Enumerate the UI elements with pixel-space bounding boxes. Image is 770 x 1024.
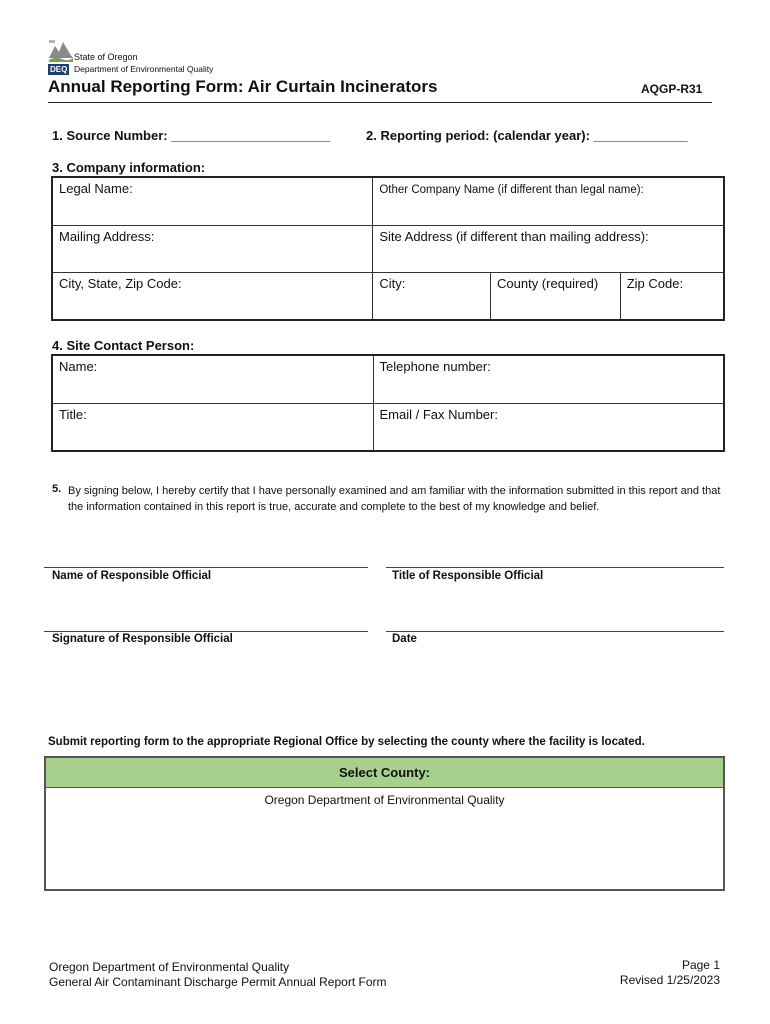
contact-title-field[interactable]: Title: xyxy=(52,403,373,451)
email-fax-field[interactable]: Email / Fax Number: xyxy=(373,403,724,451)
certification-number: 5. xyxy=(52,483,62,495)
page-number: Page 1 xyxy=(681,958,720,972)
submit-instructions: Submit reporting form to the appropriate Regional Office by selecting the county where the facility is located. xyxy=(48,736,645,748)
other-company-name-field[interactable] xyxy=(373,177,724,225)
logo-state-text: State of Oregon xyxy=(74,52,138,62)
reporting-period-field[interactable]: 2. Reporting period: (calendar year): _____________ xyxy=(366,128,688,143)
footer-form-name: General Air Contaminant Discharge Permit Annual Report Form xyxy=(49,975,387,989)
footer-left xyxy=(49,960,386,990)
logo-department-text: Department of Environmental Quality xyxy=(74,64,214,74)
form-id: AQGP-R31 xyxy=(641,82,703,96)
legal-name-field[interactable]: Legal Name: xyxy=(52,177,373,225)
zip-code-field[interactable]: Zip Code: xyxy=(620,272,724,320)
signature-line[interactable] xyxy=(44,631,368,632)
contact-name-field[interactable]: Name: xyxy=(52,355,373,403)
other-company-name-label: Other Company Name (if different than legal name): xyxy=(379,184,644,196)
title-of-official-label: Title of Responsible Official xyxy=(392,570,544,582)
name-of-official-label: Name of Responsible Official xyxy=(52,570,212,582)
site-address-field[interactable]: Site Address (if different than mailing address): xyxy=(373,225,724,272)
deq-logo xyxy=(48,38,248,78)
footer-right xyxy=(620,958,720,988)
logo-deq-badge: DEQ xyxy=(50,65,68,74)
title-signature-line[interactable] xyxy=(386,567,724,568)
form-title: Annual Reporting Form: Air Curtain Incinerators xyxy=(48,77,438,96)
county-dropdown[interactable]: Oregon Department of Environmental Quality xyxy=(46,792,723,808)
source-number-field[interactable]: 1. Source Number: ______________________ xyxy=(52,128,331,143)
date-label: Date xyxy=(392,633,417,645)
telephone-field[interactable]: Telephone number: xyxy=(373,355,724,403)
title-divider xyxy=(48,102,712,103)
name-signature-line[interactable] xyxy=(44,567,368,568)
signature-of-official-label: Signature of Responsible Official xyxy=(52,633,233,645)
revision-date: Revised 1/25/2023 xyxy=(619,973,720,987)
select-county-box xyxy=(44,756,725,891)
city-state-zip-field[interactable]: City, State, Zip Code: xyxy=(52,272,373,320)
select-county-heading: Select County: xyxy=(46,758,723,788)
company-info-heading: 3. Company information: xyxy=(52,160,206,175)
oregon-deq-logo-icon xyxy=(48,38,74,64)
site-contact-table xyxy=(51,354,725,452)
mailing-address-field[interactable]: Mailing Address: xyxy=(52,225,373,272)
city-field[interactable]: City: xyxy=(373,272,491,320)
date-line[interactable] xyxy=(386,631,724,632)
county-field[interactable]: County (required) xyxy=(491,272,621,320)
site-contact-heading: 4. Site Contact Person: xyxy=(52,338,195,353)
company-info-table xyxy=(51,176,725,321)
footer-agency: Oregon Department of Environmental Quality xyxy=(49,960,290,974)
certification-statement: By signing below, I hereby certify that I have personally examined and am familiar with the information submitted in this report and that the information contained in this report is true, accurate and complete to the best of my knowledge and belief. xyxy=(68,485,721,513)
